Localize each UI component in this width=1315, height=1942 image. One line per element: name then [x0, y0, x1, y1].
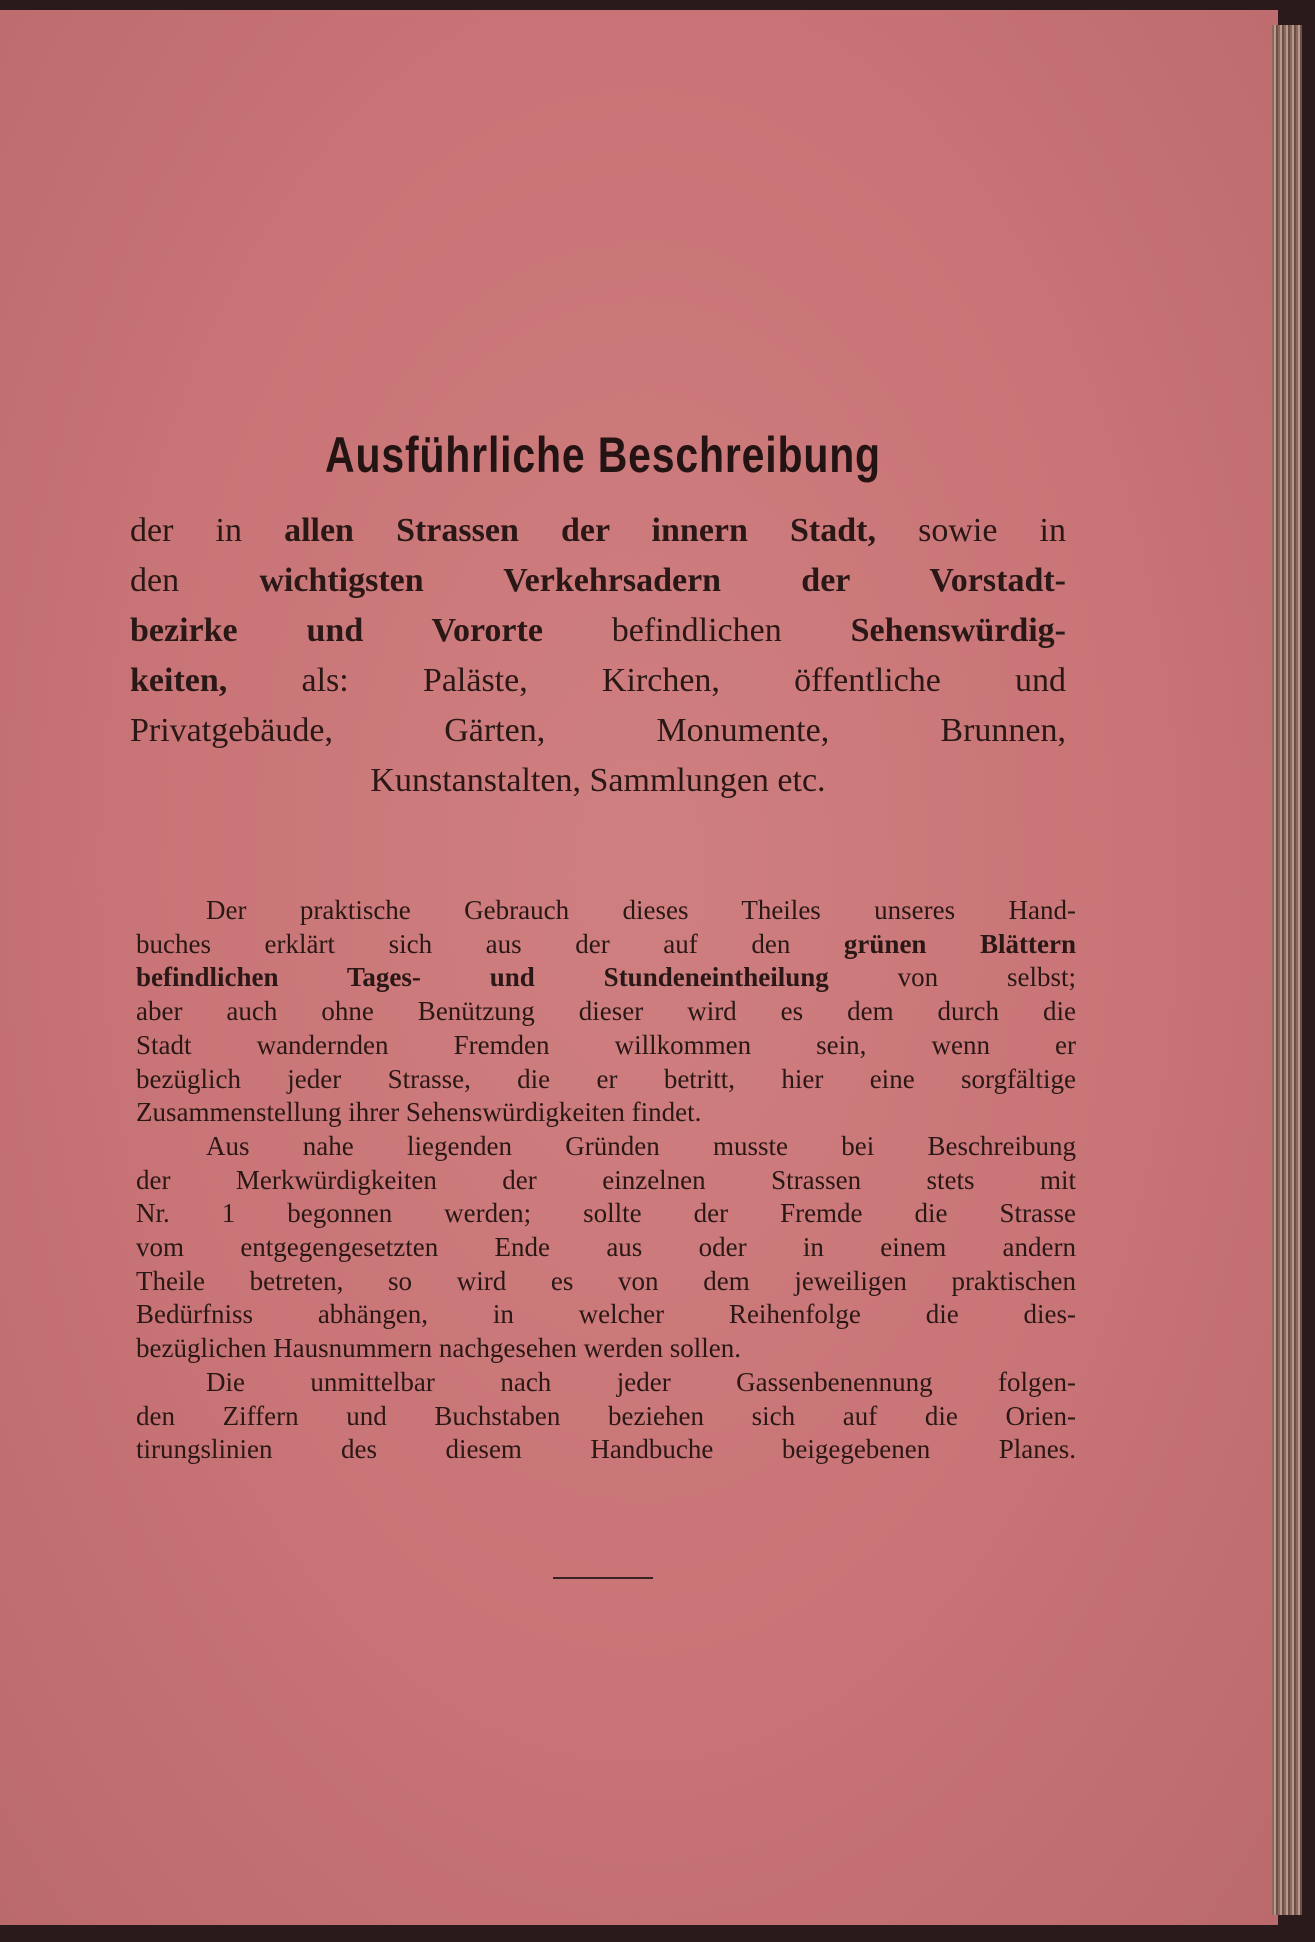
- text-segment: Kunstanstalten, Sammlungen etc.: [370, 762, 826, 799]
- bold-text: bezirke und Vororte: [130, 612, 543, 649]
- intro-line: [130, 606, 1066, 656]
- body-line: [136, 995, 1076, 1029]
- text-segment: als: Paläste, Kirchen, öffentliche und: [227, 662, 1066, 699]
- text-segment: buches erklärt sich aus der auf den: [136, 928, 844, 959]
- intro-line: [130, 706, 1066, 756]
- text-segment: den: [130, 562, 260, 599]
- text-segment: Die unmittelbar nach jeder Gassenbenennung folgen-: [206, 1366, 1076, 1397]
- body-line: [136, 1096, 1076, 1130]
- text-segment: Nr. 1 begonnen werden; sollte der Fremde die Strasse: [136, 1198, 1076, 1229]
- body-line: [136, 1366, 1076, 1400]
- bold-text: wichtigsten Verkehrsadern der Vorstadt-: [259, 562, 1067, 599]
- page-heading: Ausführliche Beschreibung: [325, 427, 881, 483]
- body-line: [136, 1164, 1076, 1198]
- body-line: [136, 961, 1076, 995]
- body-line: [136, 1231, 1076, 1265]
- text-segment: Privatgebäude, Gärten, Monumente, Brunnen,: [130, 712, 1066, 749]
- intro-line: [130, 506, 1066, 556]
- body-line: [136, 928, 1076, 962]
- bold-text: Sehenswürdig-: [850, 612, 1066, 649]
- body-line: [136, 1433, 1076, 1467]
- body-text: [136, 894, 1076, 1467]
- body-line: [136, 1298, 1076, 1332]
- text-segment: Der praktische Gebrauch dieses Theiles unseres Hand-: [206, 895, 1076, 925]
- text-segment: bezüglich jeder Strasse, die er betritt, hier eine sorgfältige: [136, 1063, 1076, 1094]
- bold-text: keiten,: [130, 662, 228, 699]
- intro-block: [130, 506, 1066, 806]
- intro-line: [130, 656, 1066, 706]
- text-segment: Theile betreten, so wird es von dem jeweiligen praktischen: [136, 1265, 1076, 1296]
- text-segment: den Ziffern und Buchstaben beziehen sich auf die Orien-: [136, 1400, 1076, 1431]
- text-column: [130, 420, 1076, 1579]
- text-segment: Zusammenstellung ihrer Sehenswürdigkeiten findet.: [136, 1097, 702, 1128]
- body-line: [136, 894, 1076, 928]
- intro-line: [130, 556, 1066, 606]
- text-segment: sowie in: [876, 512, 1066, 549]
- bold-text: allen Strassen der innern Stadt,: [284, 512, 876, 549]
- text-segment: der in: [130, 512, 285, 549]
- body-line: [136, 1063, 1076, 1097]
- text-segment: Aus nahe liegenden Gründen musste bei Beschreibung: [206, 1130, 1076, 1161]
- body-line: [136, 1400, 1076, 1434]
- body-line: [136, 1332, 1076, 1366]
- text-segment: Bedürfniss abhängen, in welcher Reihenfolge die dies-: [136, 1299, 1076, 1330]
- separator-rule: [553, 1577, 653, 1579]
- page-edges: [1272, 25, 1302, 1915]
- body-line: [136, 1265, 1076, 1299]
- text-segment: befindlichen: [542, 612, 851, 649]
- text-segment: tirungslinien des diesem Handbuche beigegebenen Planes.: [136, 1434, 1076, 1465]
- body-line: [136, 1029, 1076, 1063]
- text-segment: Stadt wandernden Fremden willkommen sein, wenn er: [136, 1029, 1076, 1060]
- text-segment: der Merkwürdigkeiten der einzelnen Strassen stets mit: [136, 1164, 1076, 1195]
- bold-text: grünen Blättern: [843, 928, 1076, 959]
- body-line: [136, 1197, 1076, 1231]
- text-segment: bezüglichen Hausnummern nachgesehen werden sollen.: [136, 1333, 742, 1364]
- bold-text: befindlichen Tages- und Stundeneintheilung: [136, 962, 829, 993]
- body-line: [136, 1130, 1076, 1164]
- text-segment: aber auch ohne Benützung dieser wird es dem durch die: [136, 996, 1076, 1027]
- text-segment: vom entgegengesetzten Ende aus oder in einem andern: [136, 1232, 1076, 1263]
- intro-line: [130, 756, 1066, 806]
- text-segment: von selbst;: [828, 962, 1076, 993]
